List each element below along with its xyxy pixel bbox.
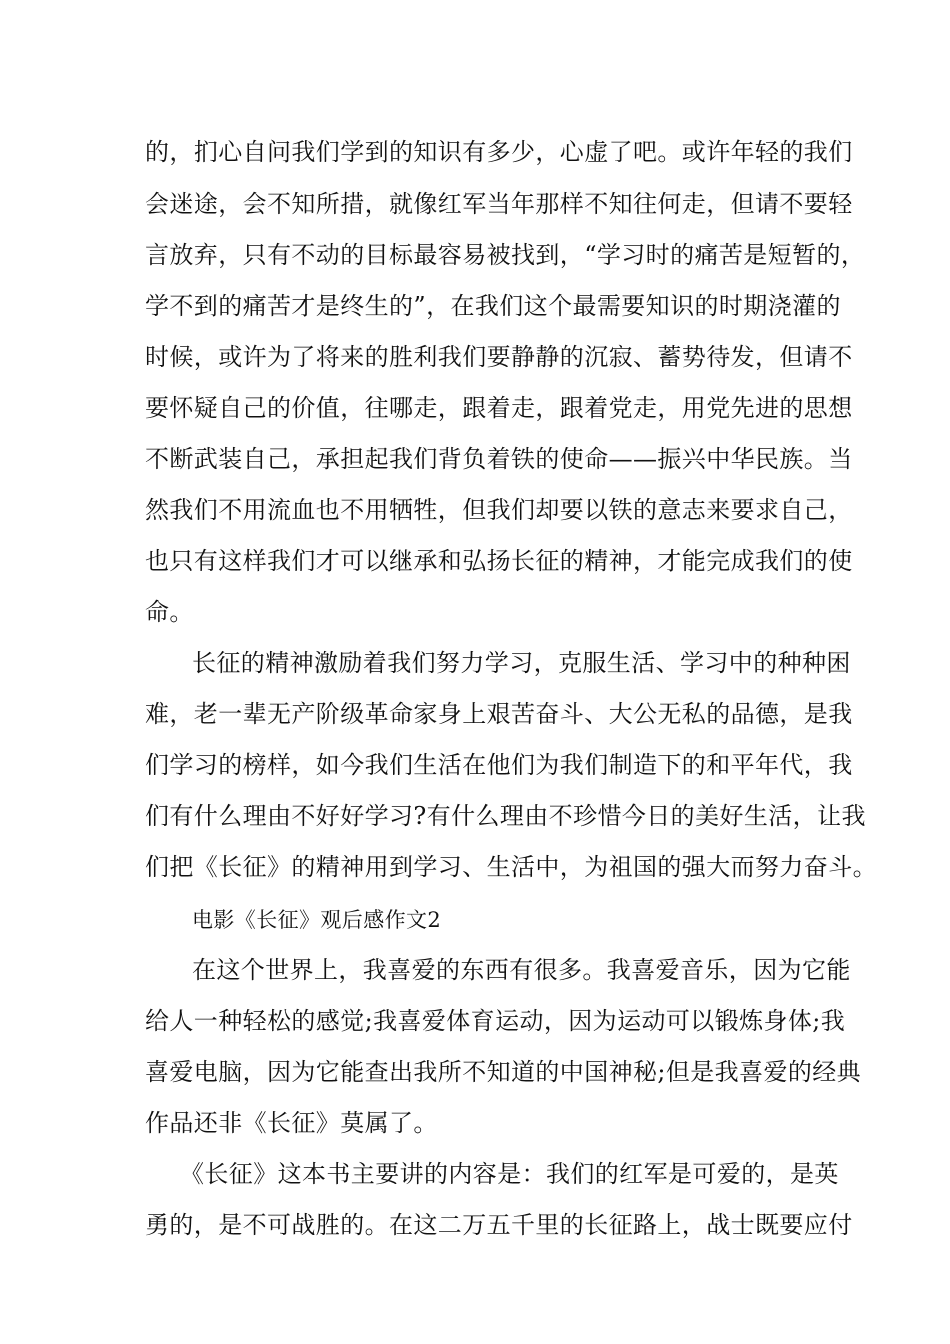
text-line: 们学习的榜样，如今我们生活在他们为我们制造下的和平年代，我 (145, 751, 853, 779)
paragraph-start-line: 长征的精神激励着我们努力学习，克服生活、学习中的种种困 (192, 649, 851, 677)
section-heading: 电影《长征》观后感作文2 (192, 908, 442, 932)
text-line: 也只有这样我们才可以继承和弘扬长征的精神，才能完成我们的使 (145, 547, 853, 575)
text-line: 会迷途，会不知所措，就像红军当年那样不知往何走，但请不要轻 (145, 190, 853, 218)
text-line: 时候，或许为了将来的胜利我们要静静的沉寂、蓄势待发，但请不 (145, 343, 853, 371)
text-line: 们有什么理由不好好学习?有什么理由不珍惜今日的美好生活，让我 (145, 802, 866, 830)
paragraph-start-line: 在这个世界上，我喜爱的东西有很多。我喜爱音乐，因为它能 (192, 956, 851, 984)
text-line: 作品还非《长征》莫属了。 (145, 1109, 438, 1137)
text-line: 的，扪心自问我们学到的知识有多少，心虚了吧。或许年轻的我们 (145, 138, 853, 166)
text-line: 给人一种轻松的感觉;我喜爱体育运动，因为运动可以锻炼身体;我 (145, 1007, 846, 1035)
text-line: 勇的，是不可战胜的。在这二万五千里的长征路上，战士既要应付 (145, 1211, 853, 1239)
text-line: 喜爱电脑，因为它能查出我所不知道的中国神秘;但是我喜爱的经典 (145, 1058, 862, 1086)
text-line: 难，老一辈无产阶级革命家身上艰苦奋斗、大公无私的品德，是我 (145, 700, 853, 728)
text-line: 不断武装自己，承担起我们背负着铁的使命——振兴中华民族。当 (145, 445, 853, 473)
paragraph-start-line: 《长征》这本书主要讲的内容是：我们的红军是可爱的，是英 (180, 1160, 839, 1188)
text-line: 学不到的痛苦才是终生的”，在我们这个最需要知识的时期浇灌的 (145, 292, 841, 320)
text-line: 命。 (145, 598, 194, 626)
text-line: 要怀疑自己的价值，往哪走，跟着走，跟着党走，用党先进的思想 (145, 394, 853, 422)
text-line: 然我们不用流血也不用牺牲，但我们却要以铁的意志来要求自己， (145, 496, 853, 524)
text-line: 言放弃，只有不动的目标最容易被找到，“学习时的痛苦是短暂的， (145, 241, 866, 269)
text-line: 们把《长征》的精神用到学习、生活中，为祖国的强大而努力奋斗。 (145, 853, 877, 881)
